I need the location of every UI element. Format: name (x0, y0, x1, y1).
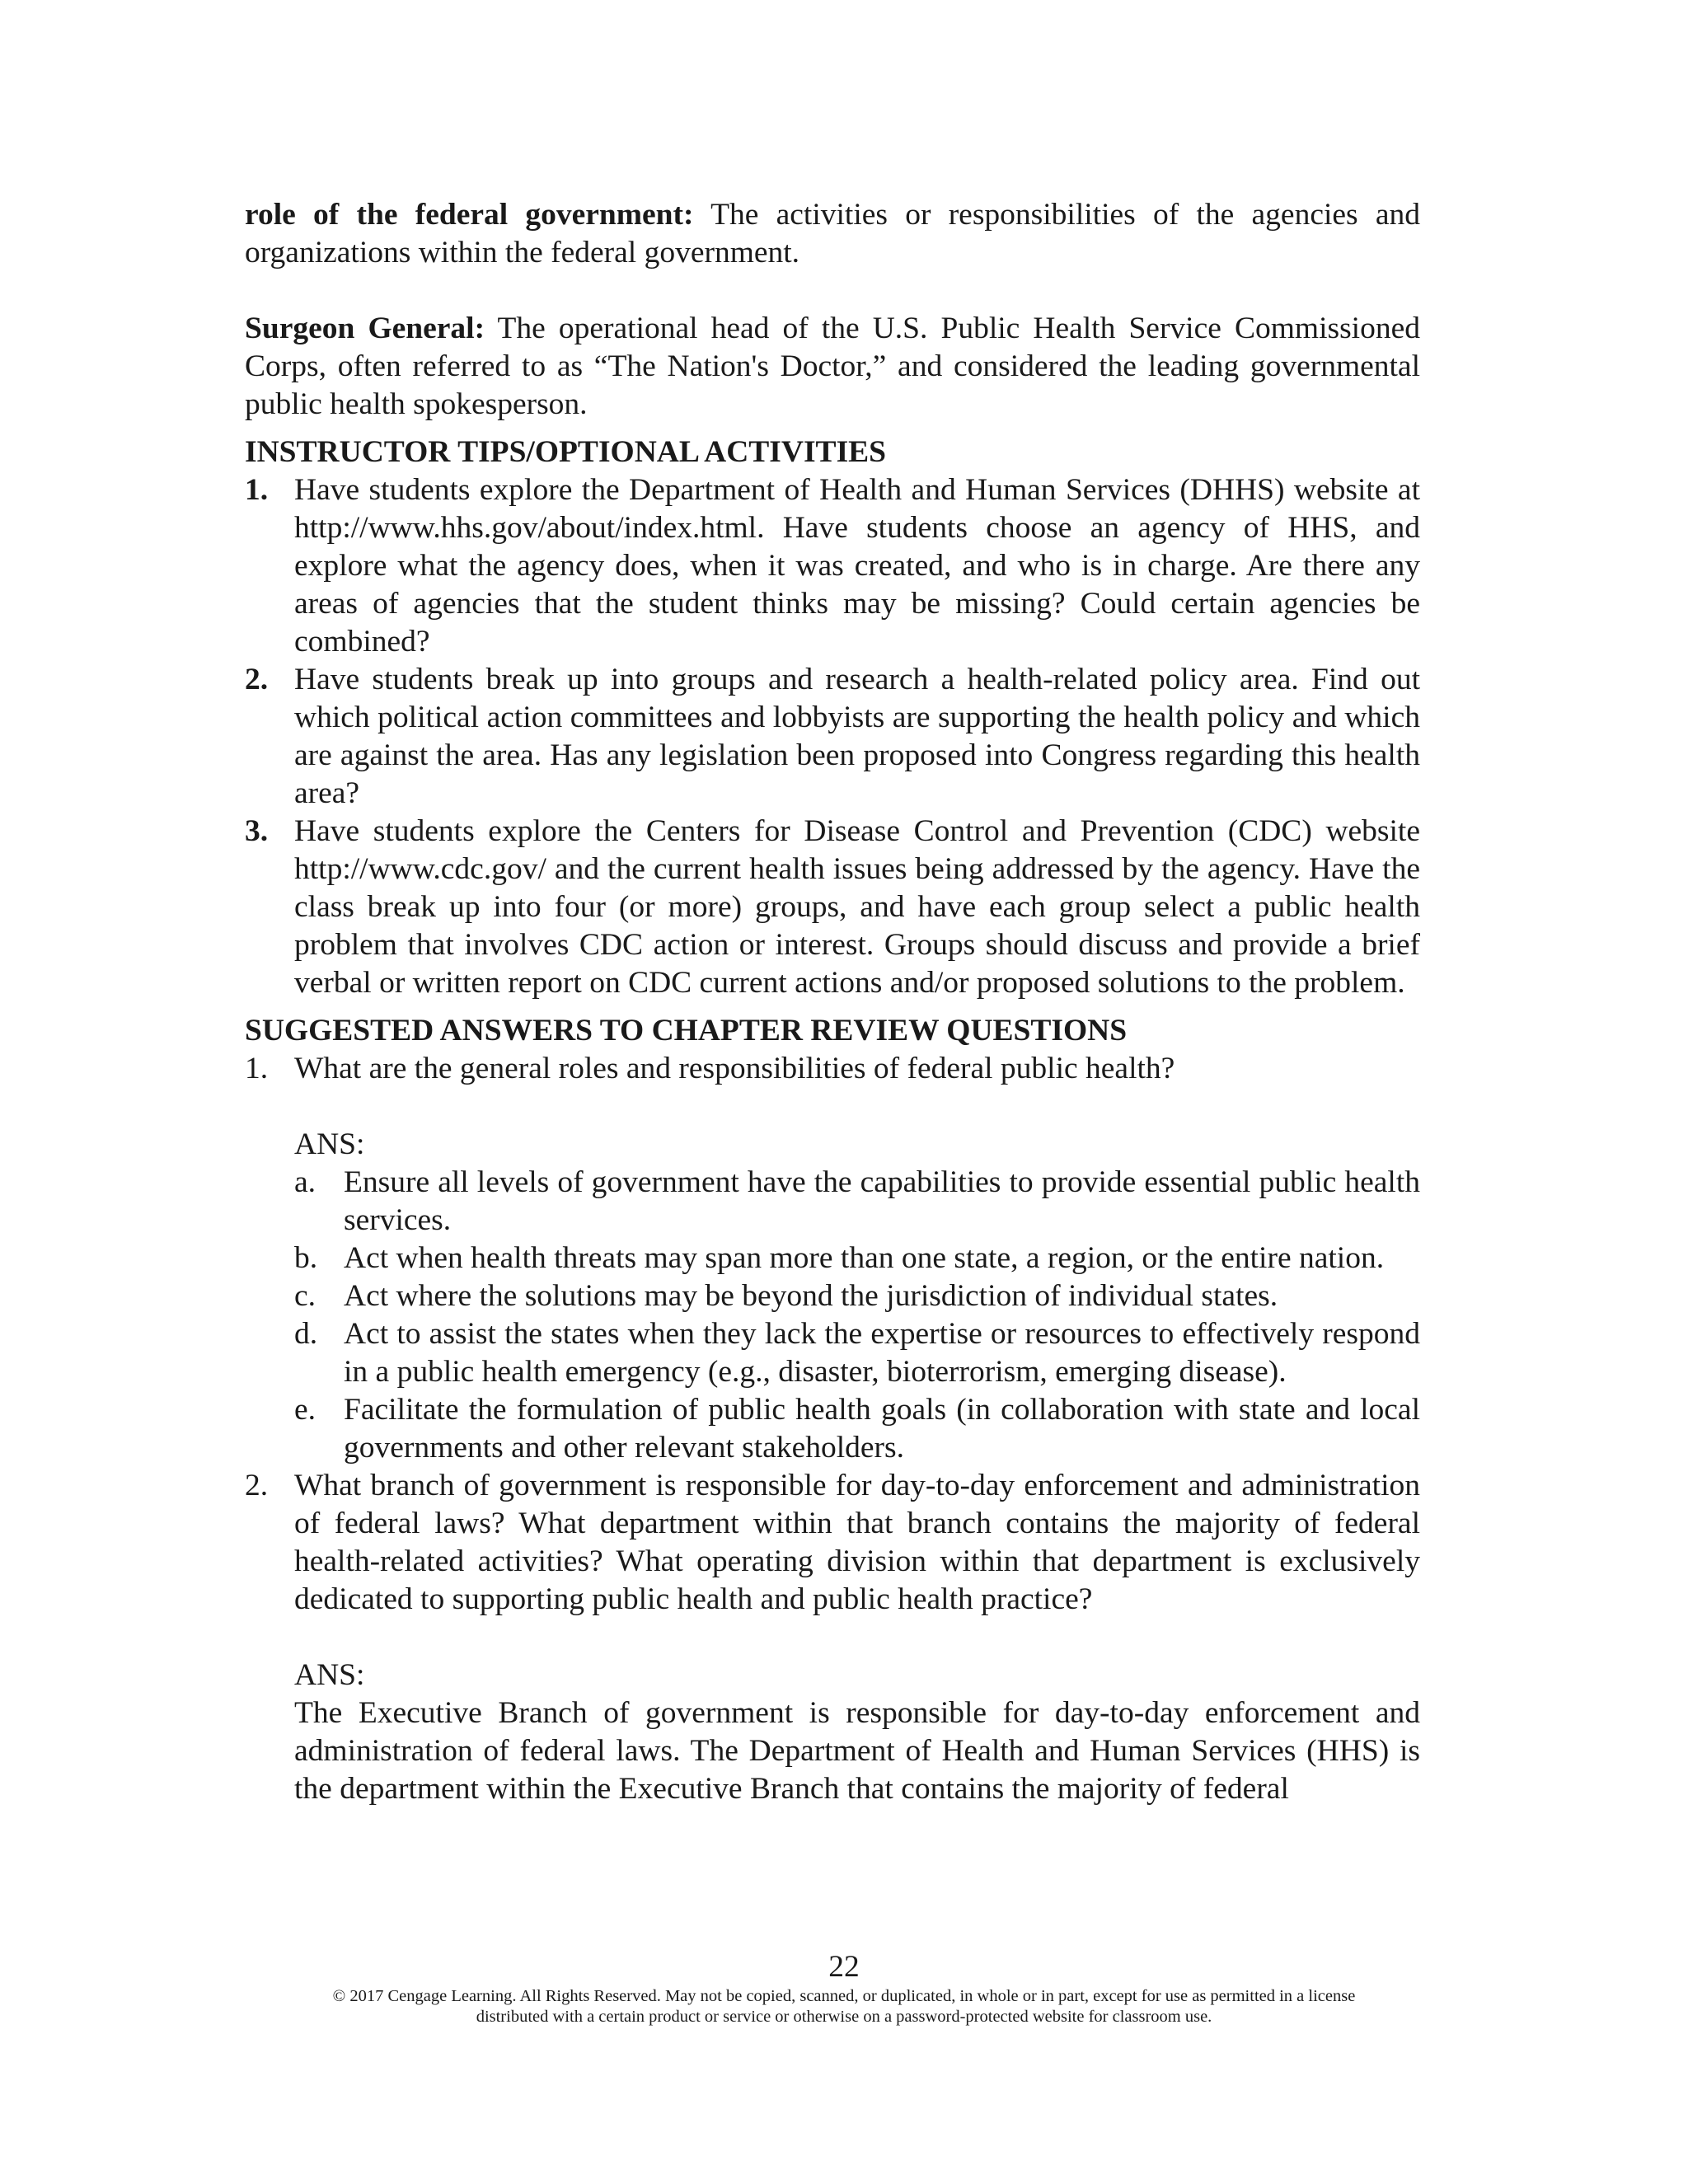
question-number: 2. (245, 1469, 269, 1502)
answer-paragraph: The Executive Branch of government is responsible for day-to-day enforcement and administration of federal laws. The Department of Health and Human Services (HHS) is the department within the Executive Branch that contains the majority of federal (294, 1696, 1420, 1806)
review-question (245, 1467, 1420, 1619)
page-number: 22 (828, 1950, 860, 1984)
question-text: What branch of government is responsible for day-to-day enforcement and administration of federal laws? What department within that branch contains the majority of federal health-related activities? What operating division within that department is exclusively dedicated to supporting public health and public health practice? (294, 1469, 1420, 1616)
definition-surgeon-general (245, 310, 1420, 424)
list-item (245, 661, 1420, 813)
answer-item (294, 1277, 1420, 1315)
answer-text: Act to assist the states when they lack the expertise or resources to effectively respond in a public health emergency (e.g., disaster, bioterrorism, emerging disease). (344, 1317, 1420, 1389)
definition-text: The operational head of the U.S. Public Health Service Commissioned Corps, often referred to as “The Nation's Doctor,” and considered the leading governmental public health spokesperson. (245, 312, 1420, 421)
answer-item (294, 1315, 1420, 1391)
review-question (245, 1050, 1420, 1088)
definition-federal-government (245, 196, 1420, 272)
definition-text: The activities or responsibilities of the agencies and organizations within the federal government. (245, 198, 1420, 269)
document-page (245, 196, 1420, 1808)
list-item (245, 471, 1420, 661)
question-text: What are the general roles and responsibilities of federal public health? (294, 1052, 1175, 1085)
answer-item (294, 1240, 1420, 1277)
item-text: Have students explore the Centers for Disease Control and Prevention (CDC) website http://www.cdc.gov/ and the current health issues being addressed by the agency. Have the class break up into four (or more) groups, and have each group select a public health problem that involves CDC action or interest. Groups should discuss and provide a brief verbal or written report on CDC current actions and/or proposed solutions to the problem. (294, 814, 1420, 1000)
answer-letter: e. (294, 1393, 316, 1427)
review-answers-heading: SUGGESTED ANSWERS TO CHAPTER REVIEW QUESTIONS (245, 1014, 1128, 1047)
review-questions-list-continued (245, 1467, 1420, 1619)
answer-text: Facilitate the formulation of public health goals (in collaboration with state and local governments and other relevant stakeholders. (344, 1393, 1420, 1465)
answer-letter: d. (294, 1317, 318, 1351)
instructor-tips-list (245, 471, 1420, 1002)
answer-letter: a. (294, 1165, 316, 1199)
definition-term: role of the federal government: (245, 198, 694, 232)
answer-letter: b. (294, 1241, 318, 1275)
item-number: 1. (245, 473, 269, 507)
answer-list (245, 1164, 1420, 1467)
answer-text: Act where the solutions may be beyond the jurisdiction of individual states. (344, 1279, 1278, 1313)
item-text: Have students explore the Department of Health and Human Services (DHHS) website at http://www.hhs.gov/about/index.html. Have students choose an agency of HHS, and explore what the agency does, when it was created, and who is in charge. Are there any areas of agencies that the student thinks may be missing? Could certain agencies be combined? (294, 473, 1420, 658)
item-number: 2. (245, 663, 269, 696)
copyright-line: distributed with a certain product or service or otherwise on a password-protected website for classroom use. (476, 2008, 1212, 2026)
answer-label: ANS: (294, 1658, 365, 1692)
answer-text: Act when health threats may span more than one state, a region, or the entire nation. (344, 1241, 1385, 1275)
review-questions-list (245, 1050, 1420, 1088)
answer-letter: c. (294, 1279, 316, 1313)
copyright-notice (0, 1986, 1688, 2027)
definition-term: Surgeon General: (245, 312, 485, 345)
answer-item (294, 1164, 1420, 1240)
copyright-line: © 2017 Cengage Learning. All Rights Reserved. May not be copied, scanned, or duplicated, in whole or in part, except for use as permitted in a license (332, 1987, 1356, 2005)
item-text: Have students break up into groups and research a health-related policy area. Find out which political action committees and lobbyists are supporting the health policy and which are against the area. Has any legislation been proposed into Congress regarding this health area? (294, 663, 1420, 810)
instructor-tips-heading: INSTRUCTOR TIPS/OPTIONAL ACTIVITIES (245, 435, 887, 469)
answer-label: ANS: (294, 1127, 365, 1161)
list-item (245, 813, 1420, 1002)
answer-item (294, 1391, 1420, 1467)
answer-text: Ensure all levels of government have the capabilities to provide essential public health services. (344, 1165, 1420, 1237)
question-number: 1. (245, 1052, 269, 1085)
item-number: 3. (245, 814, 269, 848)
